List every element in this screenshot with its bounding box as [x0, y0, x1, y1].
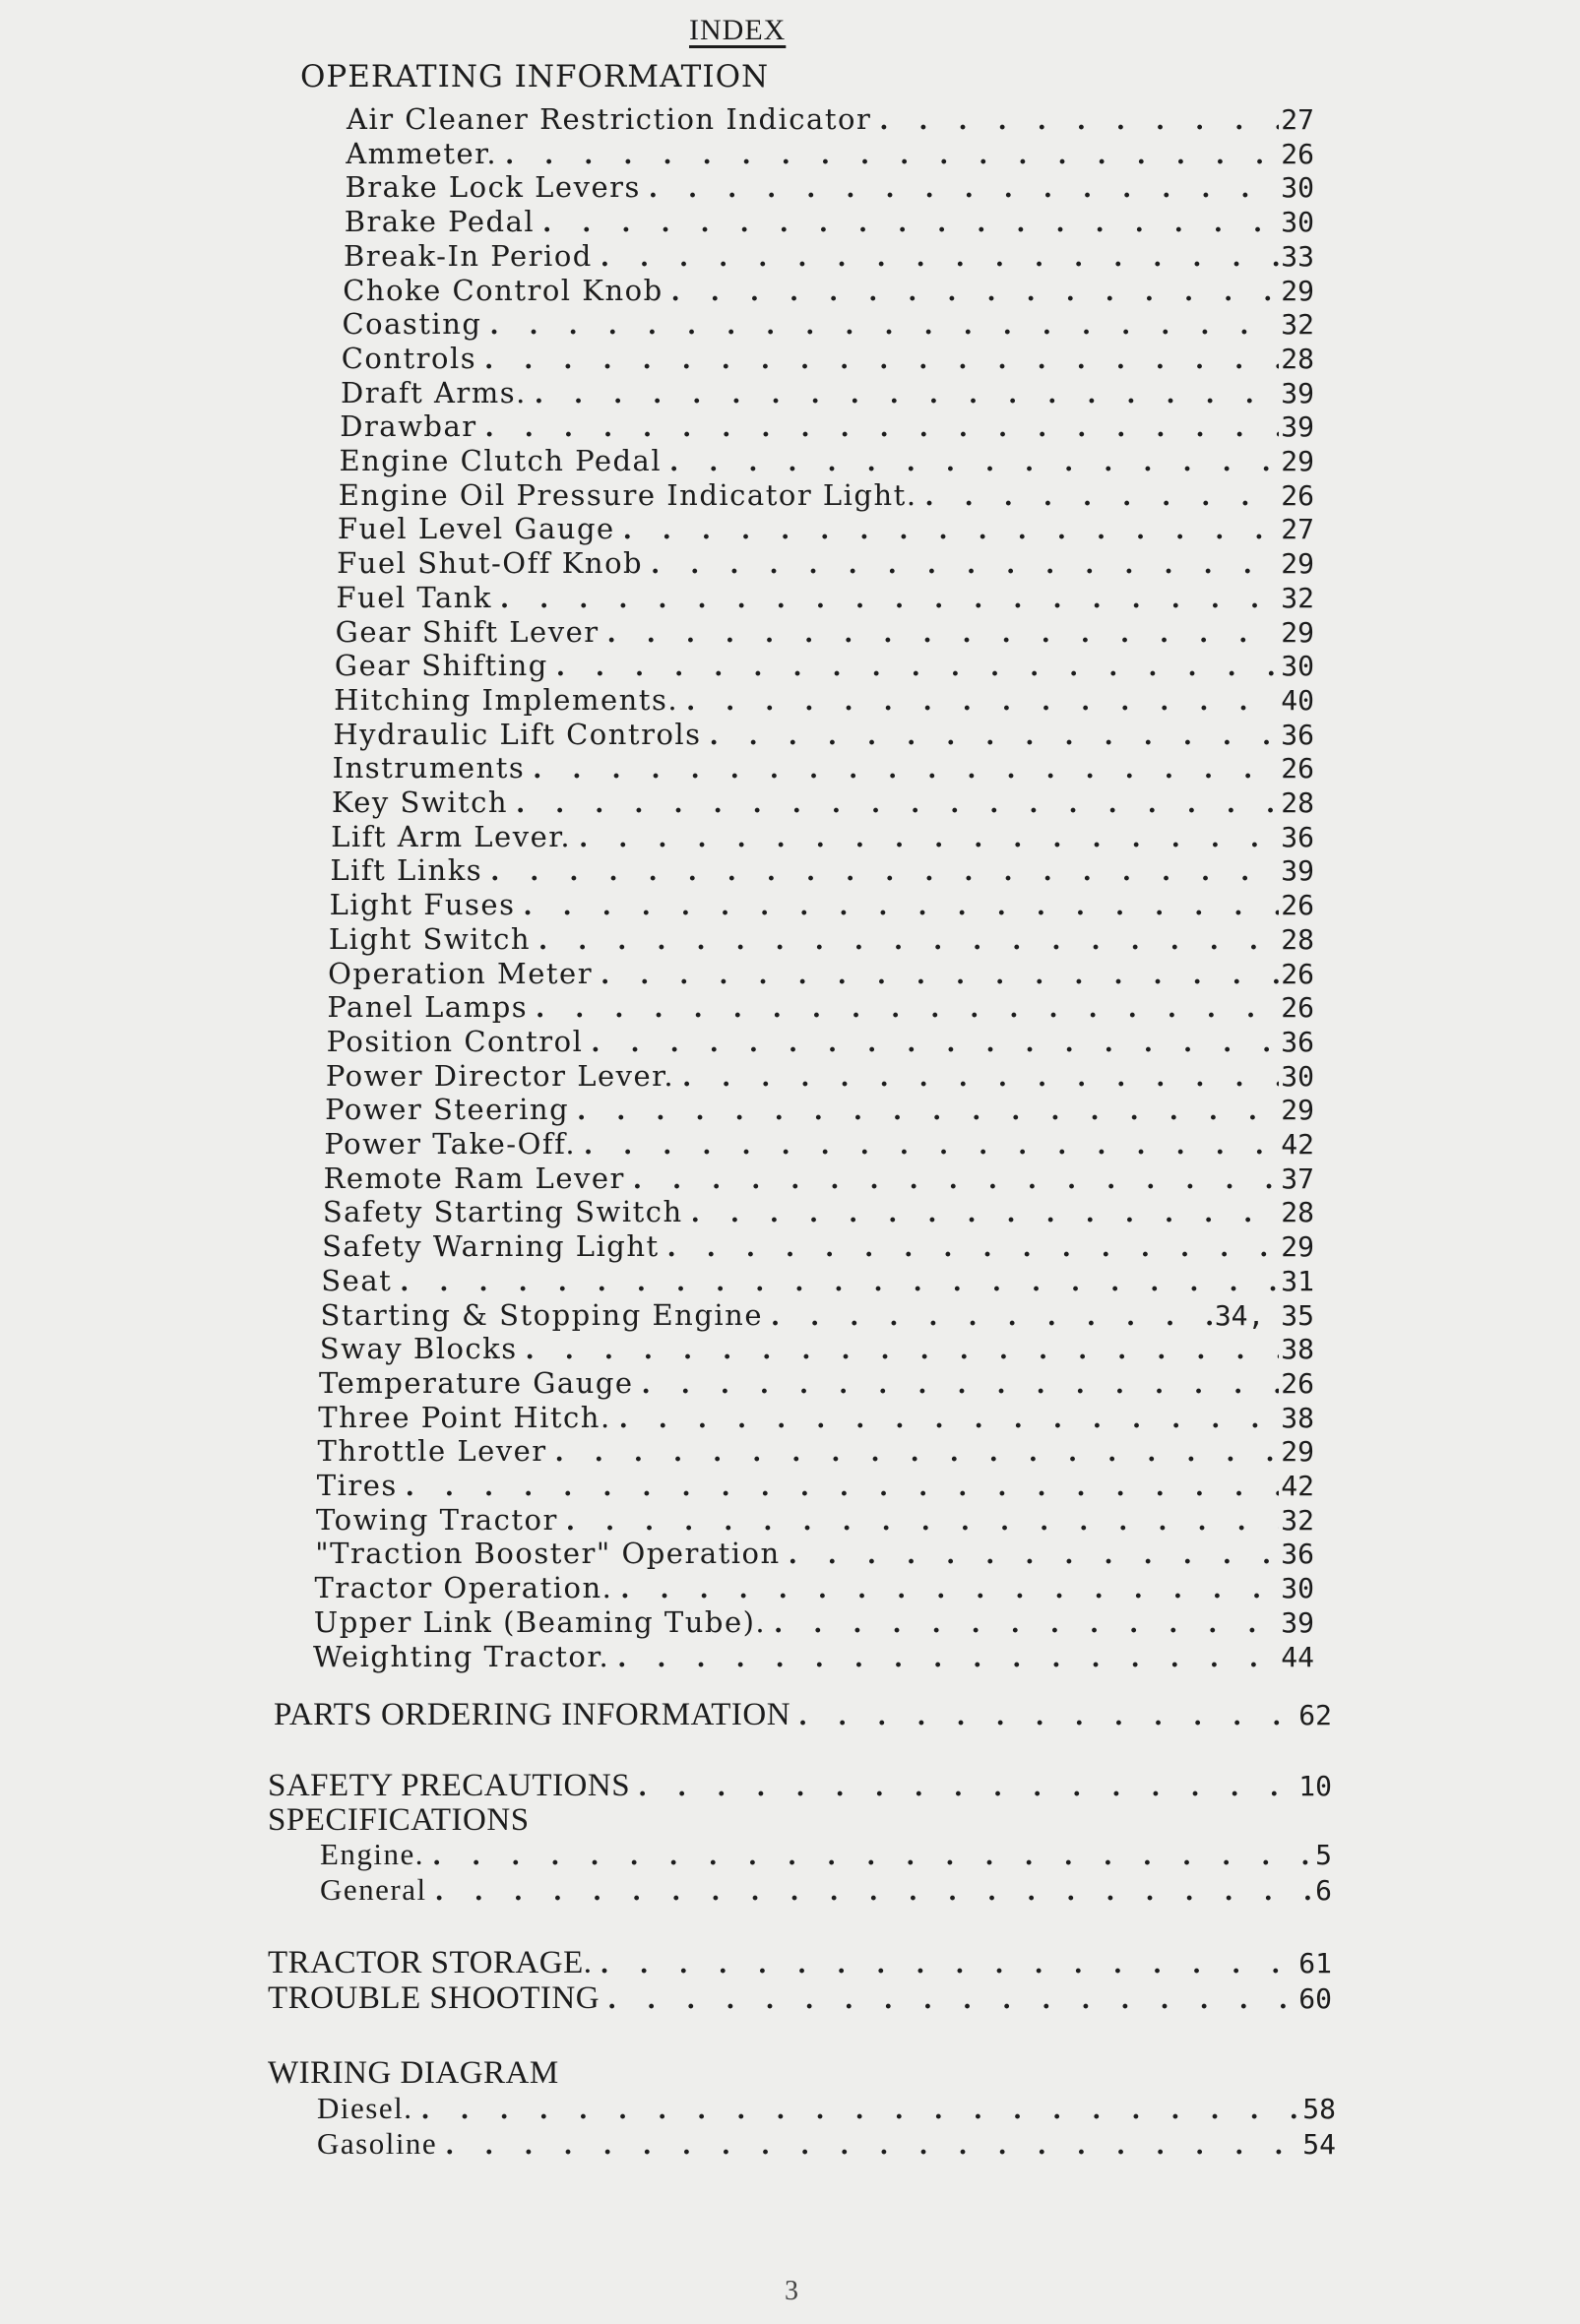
entry-label: Operation Meter: [328, 956, 594, 990]
index-entry[interactable]: [343, 274, 1314, 307]
entry-label: Fuel Tank: [336, 580, 493, 614]
leader-dots: [600, 619, 1280, 649]
entry-page: 29: [1281, 1435, 1314, 1469]
index-entry[interactable]: [329, 922, 1314, 956]
index-entry[interactable]: [327, 1025, 1314, 1058]
index-entry-wiring-diesel[interactable]: [317, 2091, 1336, 2126]
entry-label: SAFETY PRECAUTIONS: [268, 1768, 631, 1803]
leader-dots: [412, 2096, 1300, 2125]
entry-label: Engine.: [320, 1837, 425, 1871]
entry-page: 29: [1281, 445, 1314, 477]
index-entry[interactable]: [323, 1195, 1314, 1228]
entry-label: Power Take-Off.: [324, 1127, 577, 1161]
entry-label: Hitching Implements.: [334, 682, 679, 717]
index-entry[interactable]: [342, 307, 1314, 341]
entry-label: Coasting: [342, 307, 482, 342]
leader-dots: [476, 345, 1279, 375]
entry-label: PARTS ORDERING INFORMATION: [274, 1697, 791, 1732]
entry-page: 42: [1281, 1470, 1314, 1502]
entry-label: Seat: [321, 1263, 393, 1297]
entry-page: 58: [1302, 2093, 1336, 2125]
index-entry[interactable]: [345, 170, 1314, 204]
entry-label: Drawbar: [340, 409, 477, 444]
leader-dots: [702, 722, 1280, 751]
entry-label: Controls: [341, 341, 477, 375]
leader-dots: [593, 243, 1279, 273]
entry-label: Tires: [316, 1469, 398, 1502]
index-entry[interactable]: [338, 512, 1314, 545]
index-entry[interactable]: [340, 409, 1314, 443]
leader-dots: [531, 926, 1279, 956]
entry-label: Engine Clutch Pedal: [339, 444, 663, 477]
leader-dots: [558, 1507, 1279, 1537]
leader-dots: [660, 1233, 1280, 1263]
leader-dots: [630, 1773, 1296, 1802]
entry-page: 32: [1281, 308, 1314, 342]
entry-label: General: [320, 1872, 427, 1907]
leader-dots: [398, 1473, 1279, 1502]
leader-dots: [609, 1644, 1279, 1673]
index-entry[interactable]: [345, 205, 1314, 238]
entry-page: 26: [1281, 957, 1314, 990]
leader-dots: [781, 1540, 1280, 1570]
index-entry[interactable]: [346, 137, 1314, 170]
index-entry[interactable]: [322, 1229, 1314, 1263]
leader-dots: [497, 141, 1279, 170]
leader-dots: [548, 653, 1279, 682]
entry-page: 39: [1281, 410, 1314, 444]
leader-dots: [508, 789, 1279, 819]
entry-label: Lift Arm Lever.: [331, 819, 572, 853]
leader-dots: [527, 380, 1279, 409]
leader-dots: [593, 1950, 1297, 1979]
entry-page: 33: [1281, 239, 1314, 273]
entry-label: Gear Shift Lever: [335, 614, 600, 649]
index-entry[interactable]: [339, 444, 1314, 477]
entry-page: 26: [1281, 1366, 1314, 1400]
index-entry[interactable]: [315, 1571, 1314, 1604]
leader-dots: [641, 174, 1279, 204]
index-entry-spec-engine[interactable]: [320, 1837, 1332, 1872]
leader-dots: [611, 1405, 1280, 1434]
entry-page: 31: [1281, 1264, 1314, 1297]
index-entry[interactable]: [324, 1127, 1314, 1161]
index-entry[interactable]: [321, 1298, 1314, 1332]
entry-page: 61: [1298, 1947, 1332, 1979]
entry-page: 26: [1281, 478, 1314, 512]
index-entry[interactable]: [315, 1537, 1314, 1570]
entry-page: 30: [1281, 1059, 1314, 1093]
entry-label: Towing Tractor: [316, 1502, 558, 1537]
entry-page: 28: [1281, 786, 1314, 819]
entry-label: Throttle Lever: [317, 1434, 547, 1469]
entry-label: Brake Pedal: [344, 205, 536, 239]
leader-dots: [583, 1029, 1279, 1058]
specifications-heading: SPECIFICATIONS: [268, 1802, 530, 1838]
leader-dots: [600, 1985, 1296, 2015]
index-entry[interactable]: [347, 102, 1314, 136]
entry-page: 26: [1281, 889, 1314, 922]
leader-dots: [612, 1575, 1279, 1604]
entry-label: Light Fuses: [329, 888, 516, 922]
entry-page: 29: [1281, 274, 1314, 307]
entry-label: Panel Lamps: [327, 990, 529, 1025]
entry-page: 39: [1281, 376, 1314, 409]
index-entry[interactable]: [319, 1366, 1314, 1400]
entry-page: 30: [1281, 1572, 1314, 1605]
entry-page: 32: [1281, 581, 1314, 614]
entry-page: 26: [1281, 137, 1314, 170]
entry-label: Tractor Operation.: [314, 1571, 613, 1605]
index-entry[interactable]: [333, 718, 1314, 751]
entry-label: Three Point Hitch.: [318, 1400, 611, 1434]
leader-dots: [477, 413, 1280, 443]
leader-dots: [674, 1063, 1279, 1093]
index-entry[interactable]: [325, 1093, 1314, 1126]
index-entry-spec-general[interactable]: [320, 1872, 1332, 1908]
index-entry[interactable]: [330, 888, 1314, 921]
entry-page: 30: [1281, 206, 1314, 239]
entry-label: Sway Blocks: [319, 1332, 518, 1366]
page-number: 3: [785, 2276, 798, 2306]
entry-label: Light Switch: [328, 921, 532, 956]
index-entry-tractor-storage[interactable]: [268, 1945, 1332, 1981]
entry-label: Weighting Tractor.: [313, 1639, 610, 1673]
leader-dots: [492, 585, 1279, 614]
entry-label: Starting & Stopping Engine: [320, 1297, 764, 1332]
entry-page: 37: [1281, 1162, 1314, 1195]
leader-dots: [571, 824, 1279, 853]
leader-dots: [576, 1131, 1279, 1161]
entry-page: 26: [1281, 991, 1314, 1025]
index-entry[interactable]: [320, 1332, 1314, 1365]
leader-dots: [481, 311, 1279, 341]
index-entry-trouble-shooting[interactable]: [268, 1980, 1332, 2017]
entry-label: Diesel.: [317, 2091, 413, 2125]
index-entry[interactable]: [318, 1434, 1314, 1468]
entry-label: Brake Lock Levers: [345, 170, 641, 205]
index-entry[interactable]: [318, 1401, 1314, 1434]
leader-dots: [917, 482, 1280, 512]
index-entry[interactable]: [328, 957, 1314, 990]
entry-label: TROUBLE SHOOTING: [268, 1980, 600, 2016]
leader-dots: [593, 961, 1279, 990]
leader-dots: [437, 2131, 1300, 2161]
entry-page: 40: [1281, 683, 1314, 717]
entry-page: 39: [1281, 854, 1314, 888]
entry-page: 44: [1281, 1640, 1314, 1673]
wiring-diagram-heading: WIRING DIAGRAM: [268, 2055, 559, 2091]
entry-page: 6: [1315, 1874, 1332, 1907]
entry-label: Lift Links: [330, 853, 483, 888]
entry-label: Remote Ram Lever: [323, 1161, 625, 1195]
entry-label: Power Steering: [325, 1093, 570, 1127]
entry-label: Draft Arms.: [340, 375, 527, 409]
index-entry[interactable]: [316, 1503, 1314, 1537]
leader-dots: [683, 1199, 1280, 1228]
leader-dots: [634, 1370, 1280, 1400]
index-entry-safety-precautions[interactable]: [268, 1768, 1332, 1804]
entry-page: 27: [1281, 513, 1314, 546]
entry-page: 29: [1281, 615, 1314, 649]
leader-dots: [424, 1842, 1313, 1871]
entry-page: 54: [1302, 2128, 1336, 2161]
entry-page: 39: [1281, 1605, 1314, 1639]
entry-page: 32: [1281, 1503, 1314, 1537]
entry-label: Position Control: [326, 1024, 584, 1058]
entry-label: Engine Oil Pressure Indicator Light.: [338, 477, 917, 512]
entry-label: Key Switch: [331, 785, 509, 819]
entry-page: 38: [1281, 1401, 1314, 1434]
entry-page: 36: [1281, 1538, 1314, 1571]
entry-label: TRACTOR STORAGE.: [268, 1945, 593, 1980]
entry-page: 36: [1281, 1025, 1314, 1058]
entry-page: 10: [1298, 1770, 1332, 1802]
entry-page: 38: [1281, 1333, 1314, 1366]
leader-dots: [547, 1438, 1280, 1468]
entry-label: Safety Starting Switch: [322, 1195, 683, 1229]
entry-page: 29: [1281, 547, 1314, 581]
leader-dots: [625, 1165, 1279, 1195]
index-entry[interactable]: [336, 615, 1314, 649]
entry-page: 28: [1281, 922, 1314, 956]
index-entry-wiring-gasoline[interactable]: [317, 2126, 1336, 2162]
index-entry[interactable]: [327, 990, 1314, 1024]
index-entry[interactable]: [324, 1162, 1314, 1195]
entry-label: Temperature Gauge: [319, 1365, 634, 1400]
entry-page: 36: [1281, 718, 1314, 751]
leader-dots: [518, 1336, 1280, 1365]
index-entry[interactable]: [341, 376, 1314, 409]
entry-label: Hydraulic Lift Controls: [333, 717, 702, 751]
entry-label: Choke Control Knob: [343, 273, 664, 307]
entry-label: Upper Link (Beaming Tube).: [313, 1604, 767, 1639]
leader-dots: [528, 994, 1279, 1024]
index-entry[interactable]: [336, 581, 1314, 614]
index-entry[interactable]: [337, 546, 1314, 580]
leader-dots: [392, 1268, 1279, 1297]
operating-information-heading: OPERATING INFORMATION: [300, 59, 770, 94]
leader-dots: [766, 1609, 1279, 1639]
entry-label: Gasoline: [317, 2126, 438, 2161]
leader-dots: [790, 1702, 1296, 1731]
entry-page: 62: [1298, 1699, 1332, 1731]
index-entry[interactable]: [330, 853, 1314, 887]
leader-dots: [664, 278, 1280, 307]
leader-dots: [525, 755, 1279, 785]
entry-page: 5: [1315, 1839, 1332, 1871]
index-entry[interactable]: [332, 785, 1314, 819]
entry-label: "Traction Booster" Operation: [315, 1537, 781, 1571]
entry-label: Fuel Shut-Off Knob: [337, 546, 644, 581]
leader-dots: [871, 106, 1279, 136]
index-entry[interactable]: [342, 342, 1314, 375]
entry-page: 29: [1281, 1230, 1314, 1264]
entry-page: 36: [1281, 820, 1314, 853]
index-entry[interactable]: [339, 478, 1314, 512]
entry-page: 27: [1281, 103, 1314, 136]
leader-dots: [515, 892, 1279, 921]
index-entry[interactable]: [314, 1605, 1314, 1639]
entry-page: 34, 35: [1214, 1298, 1314, 1332]
entry-page: 60: [1298, 1982, 1332, 2015]
entry-page: 28: [1281, 1196, 1314, 1229]
entry-label: Air Cleaner Restriction Indicator: [347, 102, 872, 136]
leader-dots: [662, 448, 1279, 477]
leader-dots: [535, 209, 1279, 238]
leader-dots: [569, 1097, 1279, 1126]
index-entry[interactable]: [321, 1264, 1314, 1297]
entry-page: 42: [1281, 1128, 1314, 1161]
leader-dots: [482, 857, 1279, 887]
entry-label: Break-In Period: [343, 238, 593, 273]
leader-dots: [763, 1302, 1213, 1332]
entry-page: 26: [1281, 752, 1314, 785]
leader-dots: [427, 1877, 1314, 1907]
entry-page: 28: [1281, 342, 1314, 375]
index-entry[interactable]: [331, 820, 1314, 853]
index-entry-parts-ordering[interactable]: [274, 1697, 1332, 1733]
entry-label: Safety Warning Light: [322, 1229, 660, 1264]
entry-page: 30: [1281, 171, 1314, 205]
leader-dots: [643, 550, 1279, 580]
entry-label: Ammeter.: [346, 136, 498, 170]
index-entry[interactable]: [313, 1640, 1314, 1673]
index-entry[interactable]: [326, 1059, 1314, 1093]
index-entry[interactable]: [344, 239, 1314, 273]
entry-page: 29: [1281, 1094, 1314, 1127]
entry-label: Instruments: [332, 751, 526, 785]
index-entry[interactable]: [335, 649, 1314, 682]
entry-label: Power Director Lever.: [325, 1058, 675, 1093]
index-entry[interactable]: [334, 683, 1314, 717]
index-title: INDEX: [689, 14, 787, 46]
leader-dots: [678, 687, 1279, 717]
entry-page: 30: [1281, 650, 1314, 683]
leader-dots: [615, 516, 1280, 545]
entry-label: Fuel Level Gauge: [337, 512, 615, 546]
entry-label: Gear Shifting: [334, 649, 548, 683]
index-entry[interactable]: [333, 751, 1314, 785]
index-entry[interactable]: [317, 1469, 1314, 1502]
